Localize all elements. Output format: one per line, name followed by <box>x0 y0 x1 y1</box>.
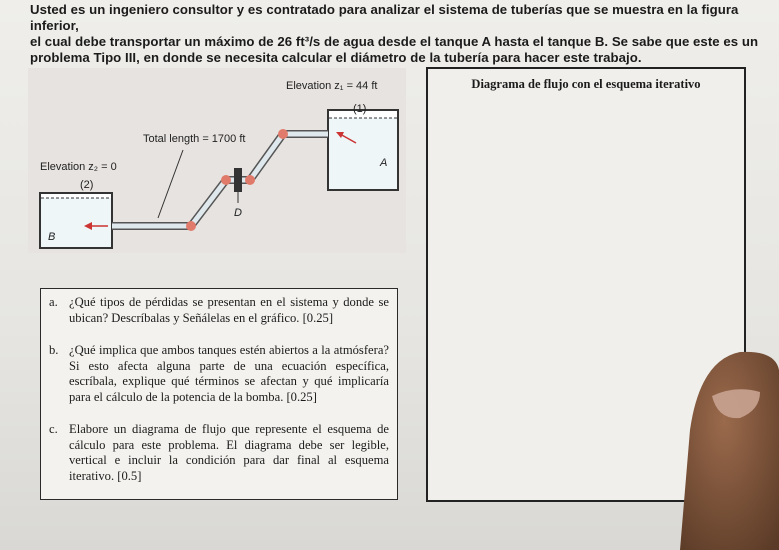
elbow-3 <box>245 175 255 185</box>
point-1-label: (1) <box>353 103 367 115</box>
question-c <box>49 422 389 484</box>
question-c-text: Elabore un diagrama de flujo que represente el esquema de cálculo para este problema. El diagrama debe ser legible, vertical e incluir la condición para dar final al esquema iterativo. [0.5] <box>69 422 389 483</box>
intro-line-3 <box>30 50 765 66</box>
total-length-label: Total length = 1700 ft <box>143 133 246 145</box>
tank-a-water <box>329 118 397 189</box>
flow-diagram-title: Diagrama de flujo con el esquema iterativo <box>471 77 701 91</box>
question-b-letter: b. <box>49 343 59 357</box>
tank-a-label: A <box>380 157 388 169</box>
question-a-text: ¿Qué tipos de pérdidas se presentan en el sistema y donde se ubican? Descríbalas y Señálelas en el gráfico. [0.25] <box>69 295 389 325</box>
question-b <box>49 343 389 405</box>
flow-diagram-box <box>426 67 746 502</box>
pipeline <box>112 134 328 226</box>
elbow-2 <box>221 175 231 185</box>
question-c-letter: c. <box>49 422 58 436</box>
tank-b-label: B <box>48 231 56 243</box>
pipeline-inner <box>112 134 328 226</box>
intro-line-2: el cual debe transportar un máximo de 26 ft³/s de agua desde el tanque A hasta el tanque B. Se sabe que este es un <box>30 34 759 49</box>
question-b-text: ¿Qué implica que ambos tanques estén abiertos a la atmósfera? Si esto afecta alguna parte de una ecuación específica, escríbala, explique qué términos se afectan y qué implicaría para el cálculo de la potencia de la bomba. [0.25] <box>69 343 389 404</box>
elevation-1-label: Elevation z₁ = 44 ft <box>286 80 378 92</box>
intro-line-3-start: problema <box>30 50 94 65</box>
elbow-1 <box>186 221 196 231</box>
pipe-system-figure <box>28 68 406 253</box>
total-length-leader <box>158 150 183 218</box>
elevation-2-label: Elevation z₂ = 0 <box>40 161 117 173</box>
problem-type: Tipo III <box>93 50 137 65</box>
questions-box <box>40 288 398 500</box>
intro-line-3-end: , en donde se necesita calcular el diámetro de la tubería para hacer este trabajo. <box>136 50 642 65</box>
problem-statement <box>30 2 765 66</box>
point-2-label: (2) <box>80 179 94 191</box>
intro-line-1: Usted es un ingeniero consultor y es contratado para analizar el sistema de tuberías que se muestra en la figura inferior, <box>30 2 739 33</box>
diameter-label: D <box>234 207 242 219</box>
elbow-4 <box>278 129 288 139</box>
question-a-letter: a. <box>49 295 58 309</box>
question-a <box>49 295 389 326</box>
